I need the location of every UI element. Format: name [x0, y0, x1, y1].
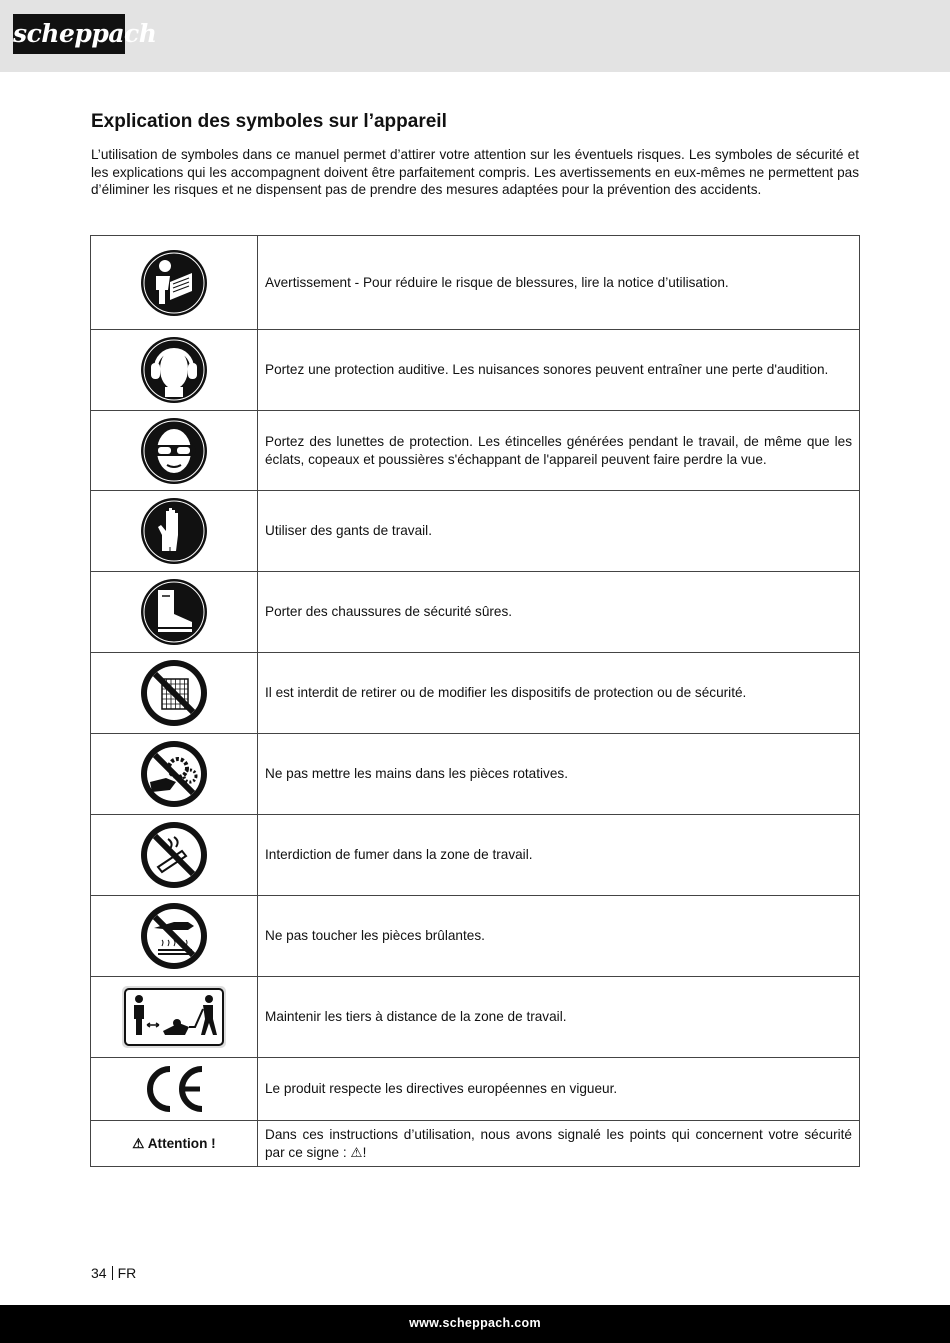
- symbol-description: Portez des lunettes de protection. Les étincelles générées pendant le travail, de même que les éclats, copeaux et poussières s'échappant de l'appareil peuvent faire perdre la vue.: [258, 411, 860, 491]
- attention-description: Dans ces instructions d’utilisation, nous avons signalé les points qui concernent votre sécurité par ce signe : ⚠!: [258, 1121, 860, 1167]
- page-footer: [0, 1305, 950, 1343]
- no-touch-hot-icon: [140, 902, 208, 970]
- table-row: [91, 896, 860, 977]
- symbol-description: Utiliser des gants de travail.: [258, 491, 860, 572]
- page-separator: [112, 1266, 113, 1280]
- scheppach-logo: scheppach: [13, 14, 125, 54]
- symbol-description: Il est interdit de retirer ou de modifier les dispositifs de protection ou de sécurité.: [258, 653, 860, 734]
- symbol-description: Maintenir les tiers à distance de la zone de travail.: [258, 977, 860, 1058]
- table-row: [91, 734, 860, 815]
- no-remove-guard-icon: [140, 659, 208, 727]
- symbol-description: Ne pas mettre les mains dans les pièces rotatives.: [258, 734, 860, 815]
- ear-protection-icon: [140, 336, 208, 404]
- table-row: [91, 411, 860, 491]
- symbol-description: Ne pas toucher les pièces brûlantes.: [258, 896, 860, 977]
- table-row: [91, 1121, 860, 1167]
- symbol-description: Porter des chaussures de sécurité sûres.: [258, 572, 860, 653]
- table-row: [91, 491, 860, 572]
- no-smoking-icon: [140, 821, 208, 889]
- ce-mark-icon: [140, 1065, 208, 1113]
- table-row: [91, 653, 860, 734]
- symbol-description: Avertissement - Pour réduire le risque de blessures, lire la notice d’utilisation.: [258, 236, 860, 330]
- no-hands-rotating-parts-icon: [140, 740, 208, 808]
- table-row: [91, 236, 860, 330]
- page-header: [0, 0, 950, 72]
- table-row: [91, 815, 860, 896]
- page-number-value: 34: [91, 1265, 107, 1281]
- symbol-description: Interdiction de fumer dans la zone de travail.: [258, 815, 860, 896]
- read-manual-icon: [140, 249, 208, 317]
- table-row: [91, 977, 860, 1058]
- table-row: [91, 1058, 860, 1121]
- page-language: FR: [117, 1265, 137, 1281]
- eye-protection-icon: [140, 417, 208, 485]
- attention-label: ⚠ Attention !: [91, 1121, 258, 1167]
- footer-url: www.scheppach.com: [409, 1316, 541, 1330]
- keep-distance-icon: [121, 985, 227, 1049]
- page-number: [91, 1265, 136, 1281]
- table-row: [91, 330, 860, 411]
- symbol-description: Portez une protection auditive. Les nuisances sonores peuvent entraîner une perte d'audition.: [258, 330, 860, 411]
- symbols-table: [90, 235, 860, 1167]
- table-row: [91, 572, 860, 653]
- page-title: Explication des symboles sur l’appareil: [91, 111, 447, 132]
- intro-paragraph: L’utilisation de symboles dans ce manuel permet d’attirer votre attention sur les éventuels risques. Les symboles de sécurité et les explications qui les accompagnent doivent être parfaitement compris. Les avertissements en eux-mêmes ne permettent pas d’éliminer les risques et ne dispensent pas de prendre des mesures adaptées pour la prévention des accidents.: [91, 147, 859, 197]
- symbol-description: Le produit respecte les directives européennes en vigueur.: [258, 1058, 860, 1121]
- safety-boots-icon: [140, 578, 208, 646]
- gloves-icon: [140, 497, 208, 565]
